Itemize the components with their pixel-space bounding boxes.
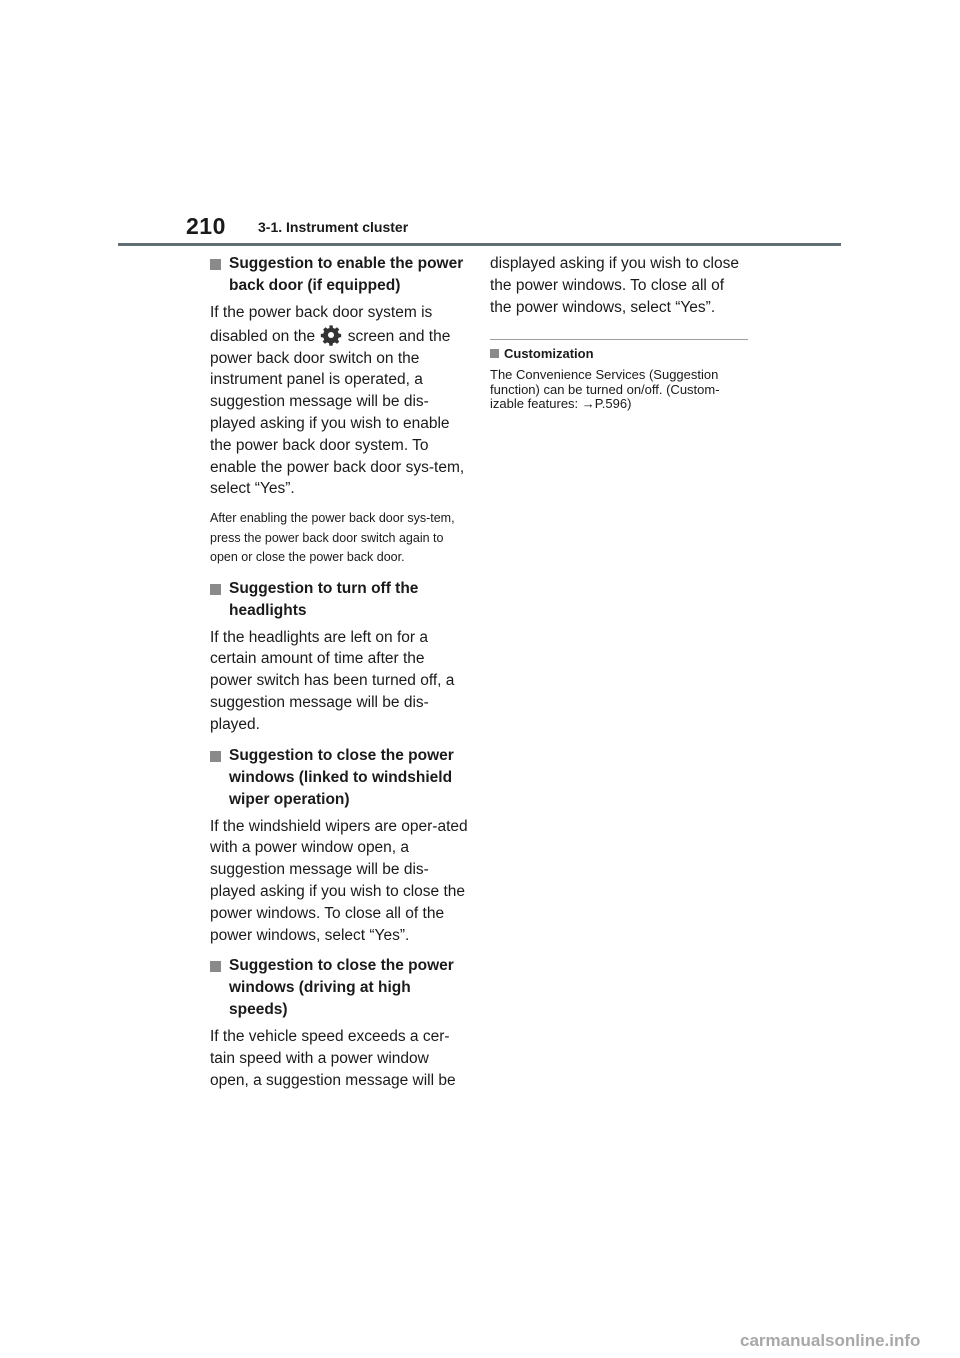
paragraph-headlights: If the headlights are left on for a certain amount of time after the power switch has been turned off, a suggestion message will be dis-played. <box>210 628 455 733</box>
paragraph-windows-wiper: If the windshield wipers are oper-ated with a power window open, a suggestion message will be dis-played asking if you wish to close the power windows. To close all of the power windows, select “Yes”. <box>210 817 468 944</box>
heading-text: Suggestion to turn off the headlights <box>229 579 419 619</box>
heading-windows-wiper <box>210 745 468 811</box>
paragraph-power-back-door <box>210 302 468 500</box>
heading-text: Customization <box>504 346 594 362</box>
bullet-square-icon <box>210 751 221 762</box>
heading-text: Suggestion to close the power windows (driving at high speeds) <box>229 957 454 1019</box>
heading-text: Suggestion to enable the power back door (if equipped) <box>229 255 464 294</box>
heading-power-back-door <box>210 253 468 297</box>
gear-icon <box>320 324 342 346</box>
customization-divider <box>490 339 748 340</box>
paragraph-text-part1: If the power back door system is disabled on the <box>210 304 433 345</box>
heading-headlights <box>210 578 468 622</box>
bullet-square-icon <box>490 349 499 358</box>
heading-customization <box>490 346 748 362</box>
paragraph-continued: displayed asking if you wish to close the power windows. To close all of the power windows, select “Yes”. <box>490 255 739 316</box>
paragraph-text-part2: screen and the power back door switch on the instrument panel is operated, a suggestion message will be dis-played asking if you wish to enable the power back door system. To enable the power back door sys-tem, select “Yes”. <box>210 327 465 498</box>
header-divider <box>118 243 841 246</box>
page-number: 210 <box>186 213 226 239</box>
bullet-square-icon <box>210 584 221 595</box>
right-column <box>490 253 748 412</box>
bullet-square-icon <box>210 961 221 972</box>
paragraph-windows-speed: If the vehicle speed exceeds a cer-tain speed with a power window open, a suggestion message will be <box>210 1028 456 1090</box>
watermark: carmanualsonline.info <box>740 1331 921 1350</box>
left-column <box>210 253 468 1101</box>
paragraph-customization: The Convenience Services (Suggestion function) can be turned on/off. (Custom-izable features: →P.596) <box>490 367 720 412</box>
note-power-back-door: After enabling the power back door sys-tem, press the power back door switch again to open or close the power back door. <box>210 511 455 565</box>
bullet-square-icon <box>210 259 221 270</box>
heading-windows-speed <box>210 955 468 1021</box>
heading-text: Suggestion to close the power windows (linked to windshield wiper operation) <box>229 746 454 808</box>
section-title: 3-1. Instrument cluster <box>258 219 409 235</box>
